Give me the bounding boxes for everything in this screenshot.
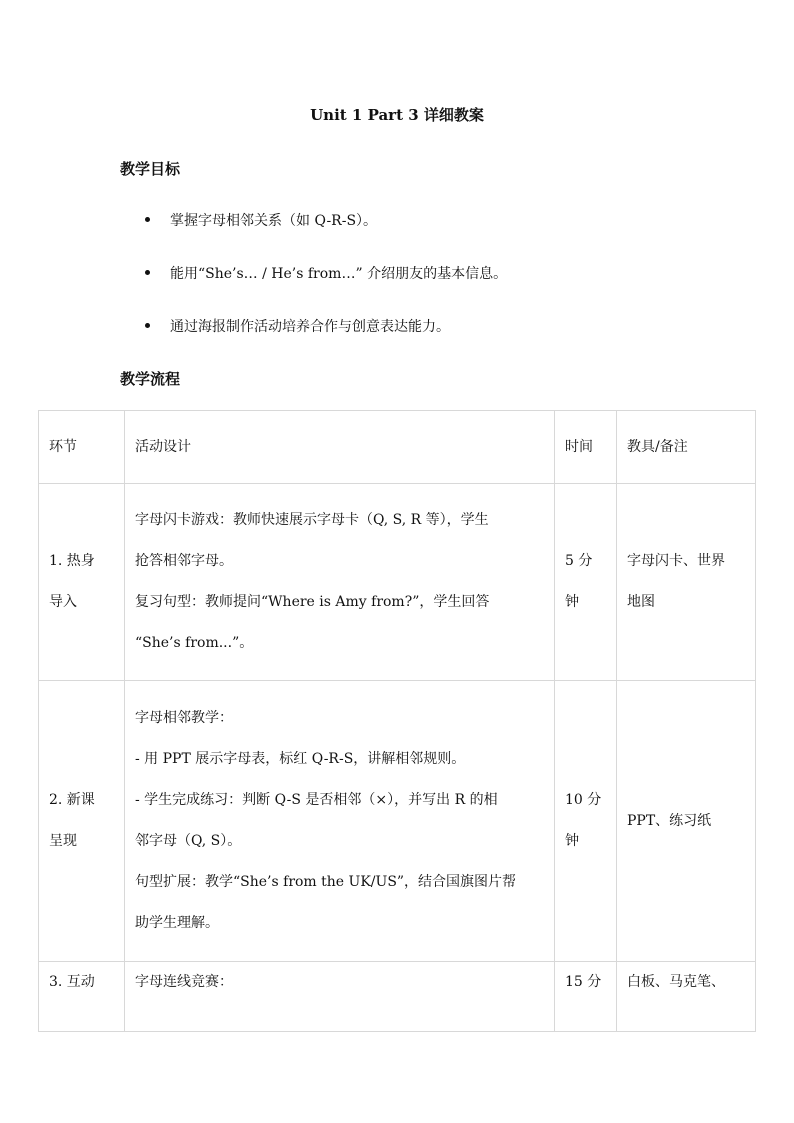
stage-line: 呈现 <box>49 833 77 849</box>
activity-cell <box>125 484 555 681</box>
objective-text: 通过海报制作活动培养合作与创意表达能力。 <box>170 319 450 335</box>
header-cell-notes: 教具/备注 <box>617 411 756 484</box>
process-heading: 教学流程 <box>120 370 181 388</box>
notes-line: PPT、练习纸 <box>627 812 712 829</box>
stage-cell <box>39 681 125 962</box>
activity-line: - 学生完成练习：判断 Q-S 是否相邻（×），并写出 R 的相 <box>135 792 498 808</box>
notes-cell <box>617 962 756 1032</box>
activity-line: 句型扩展：教学“She’s from the UK/US”，结合国旗图片帮 <box>135 874 517 890</box>
objective-text: 能用“She’s… / He’s from…” 介绍朋友的基本信息。 <box>170 266 508 282</box>
stage-cell <box>39 484 125 681</box>
activity-line: 邻字母（Q, S）。 <box>135 833 242 849</box>
activity-line: 字母闪卡游戏：教师快速展示字母卡（Q, S, R 等），学生 <box>135 512 489 528</box>
activity-line: 复习句型：教师提问“Where is Amy from?”，学生回答 <box>135 594 490 610</box>
process-table <box>38 410 756 1032</box>
activity-line: 字母连线竞赛： <box>135 974 233 990</box>
table-row <box>39 484 756 681</box>
time-line: 5 分 <box>565 553 593 569</box>
header-cell-activity: 活动设计 <box>125 411 555 484</box>
activity-cell <box>125 681 555 962</box>
notes-line: 字母闪卡、世界 <box>627 553 725 569</box>
header-cell-time: 时间 <box>555 411 617 484</box>
time-cell <box>555 484 617 681</box>
time-line: 10 分 <box>565 792 602 808</box>
activity-line: 助学生理解。 <box>135 915 219 931</box>
activity-line: 抢答相邻字母。 <box>135 553 233 569</box>
activity-line: 字母相邻教学： <box>135 710 233 726</box>
time-cell <box>555 962 617 1032</box>
notes-line: 地图 <box>627 594 655 610</box>
stage-line: 3. 互动 <box>49 974 95 990</box>
bullet-dot-icon <box>145 323 150 328</box>
objective-text: 掌握字母相邻关系（如 Q-R-S）。 <box>170 213 378 229</box>
time-line: 15 分 <box>565 974 602 990</box>
activity-line: “She’s from...”。 <box>135 635 254 651</box>
objectives-heading: 教学目标 <box>120 160 181 178</box>
time-line: 钟 <box>565 833 579 849</box>
notes-cell <box>617 484 756 681</box>
time-cell <box>555 681 617 962</box>
header-cell-stage: 环节 <box>39 411 125 484</box>
notes-line: 白板、马克笔、 <box>627 974 725 990</box>
bullet-dot-icon <box>145 217 150 222</box>
stage-line: 2. 新课 <box>49 792 95 808</box>
table-row <box>39 962 756 1032</box>
notes-cell <box>617 681 756 962</box>
table-row <box>39 681 756 962</box>
page-title: Unit 1 Part 3 详细教案 <box>310 106 484 124</box>
table-header-row <box>39 411 756 484</box>
activity-cell <box>125 962 555 1032</box>
stage-cell <box>39 962 125 1032</box>
bullet-dot-icon <box>145 270 150 275</box>
activity-line: - 用 PPT 展示字母表，标红 Q-R-S，讲解相邻规则。 <box>135 751 466 767</box>
time-line: 钟 <box>565 594 579 610</box>
stage-line: 1. 热身 <box>49 553 95 569</box>
stage-line: 导入 <box>49 594 77 610</box>
